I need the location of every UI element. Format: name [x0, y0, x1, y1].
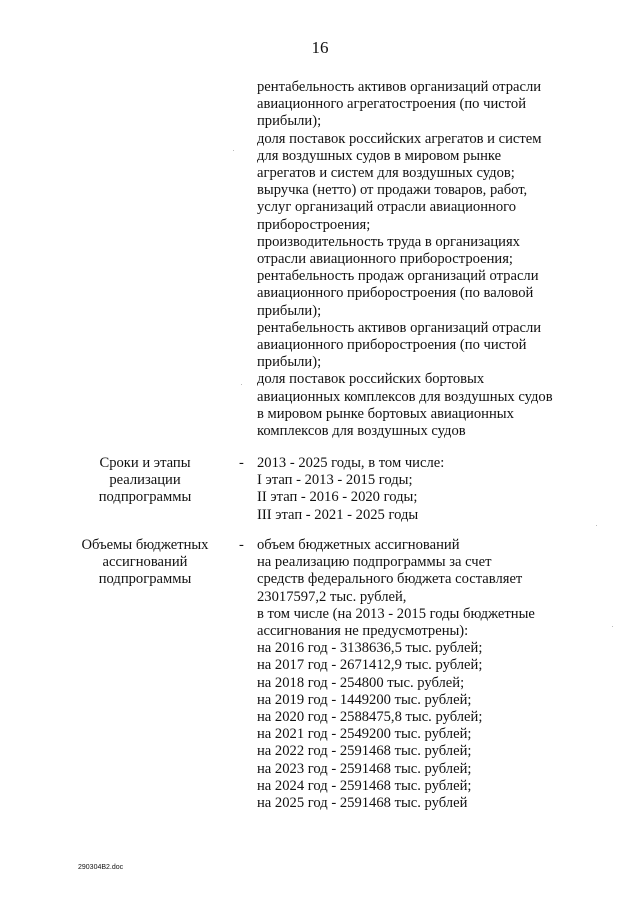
- text-line: 23017597,2 тыс. рублей,: [257, 588, 407, 605]
- budget-label: [70, 537, 220, 589]
- scan-speck: [241, 384, 242, 385]
- label-line: Сроки и этапы: [99, 455, 191, 471]
- text-line: ассигнования не предусмотрены):: [257, 623, 469, 640]
- budget-text-block: [257, 537, 587, 812]
- terms-text-block: [257, 455, 587, 524]
- text-line: на 2019 год - 1449200 тыс. рублей;: [257, 691, 472, 708]
- text-line: рентабельность активов организаций отрасли: [257, 79, 542, 95]
- page-number: 16: [311, 38, 329, 57]
- text-line: рентабельность активов организаций отрасли: [257, 319, 542, 336]
- text-line: на 2025 год - 2591468 тыс. рублей: [257, 795, 468, 812]
- text-line: доля поставок российских агрегатов и систем: [257, 130, 542, 147]
- text-line: авиационных комплексов для воздушных судов: [257, 388, 553, 405]
- label-line: подпрограммы: [98, 489, 192, 506]
- scan-speck: [233, 150, 234, 151]
- text-line: авиационного агрегатостроения (по чистой: [257, 96, 527, 113]
- text-line: на 2024 год - 2591468 тыс. рублей;: [257, 777, 472, 794]
- text-line: на реализацию подпрограммы за счет: [257, 554, 492, 571]
- label-line: Объемы бюджетных: [81, 537, 209, 553]
- text-line: III этап - 2021 - 2025 годы: [257, 506, 419, 523]
- text-line: рентабельность продаж организаций отрасли: [257, 268, 539, 285]
- label-line: подпрограммы: [98, 571, 192, 588]
- label-line: реализации: [109, 472, 181, 489]
- text-line: авиационного приборостроения (по чистой: [257, 337, 527, 354]
- text-line: на 2023 год - 2591468 тыс. рублей;: [257, 760, 472, 777]
- scan-speck: [612, 626, 613, 627]
- text-line: на 2016 год - 3138636,5 тыс. рублей;: [257, 640, 483, 657]
- text-line: в мировом рынке бортовых авиационных: [257, 405, 514, 422]
- text-line: I этап - 2013 - 2015 годы;: [257, 472, 413, 489]
- text-line: на 2022 год - 2591468 тыс. рублей;: [257, 743, 472, 760]
- text-line: на 2020 год - 2588475,8 тыс. рублей;: [257, 709, 483, 726]
- text-line: средств федерального бюджета составляет: [257, 571, 523, 588]
- text-line: в том числе (на 2013 - 2015 годы бюджетные: [257, 605, 535, 622]
- text-line: услуг организаций отрасли авиационного: [257, 199, 517, 216]
- text-line: на 2021 год - 2549200 тыс. рублей;: [257, 726, 472, 743]
- budget-dash: -: [239, 537, 244, 553]
- text-line: агрегатов и систем для воздушных судов;: [257, 165, 515, 182]
- text-line: приборостроения;: [257, 216, 371, 233]
- file-name-footer: 290304В2.doc: [78, 864, 124, 871]
- scan-speck: [596, 525, 597, 526]
- terms-label: [70, 455, 220, 507]
- text-line: доля поставок российских бортовых: [257, 371, 485, 388]
- text-line: авиационного приборостроения (по валовой: [257, 285, 534, 302]
- text-line: комплексов для воздушных судов: [257, 423, 466, 440]
- label-line: ассигнований: [102, 554, 188, 571]
- text-line: прибыли);: [257, 113, 322, 130]
- text-line: отрасли авиационного приборостроения;: [257, 251, 513, 268]
- text-line: прибыли);: [257, 354, 322, 371]
- terms-dash: -: [239, 455, 244, 471]
- text-line: прибыли);: [257, 302, 322, 319]
- text-line: производительность труда в организациях: [257, 233, 520, 250]
- indicators-text-block: [257, 79, 587, 440]
- text-line: объем бюджетных ассигнований: [257, 537, 460, 553]
- text-line: для воздушных судов в мировом рынке: [257, 147, 502, 164]
- text-line: 2013 - 2025 годы, в том числе:: [257, 455, 445, 471]
- text-line: на 2017 год - 2671412,9 тыс. рублей;: [257, 657, 483, 674]
- text-line: II этап - 2016 - 2020 годы;: [257, 489, 418, 506]
- text-line: выручка (нетто) от продажи товаров, работ,: [257, 182, 528, 199]
- text-line: на 2018 год - 254800 тыс. рублей;: [257, 674, 465, 691]
